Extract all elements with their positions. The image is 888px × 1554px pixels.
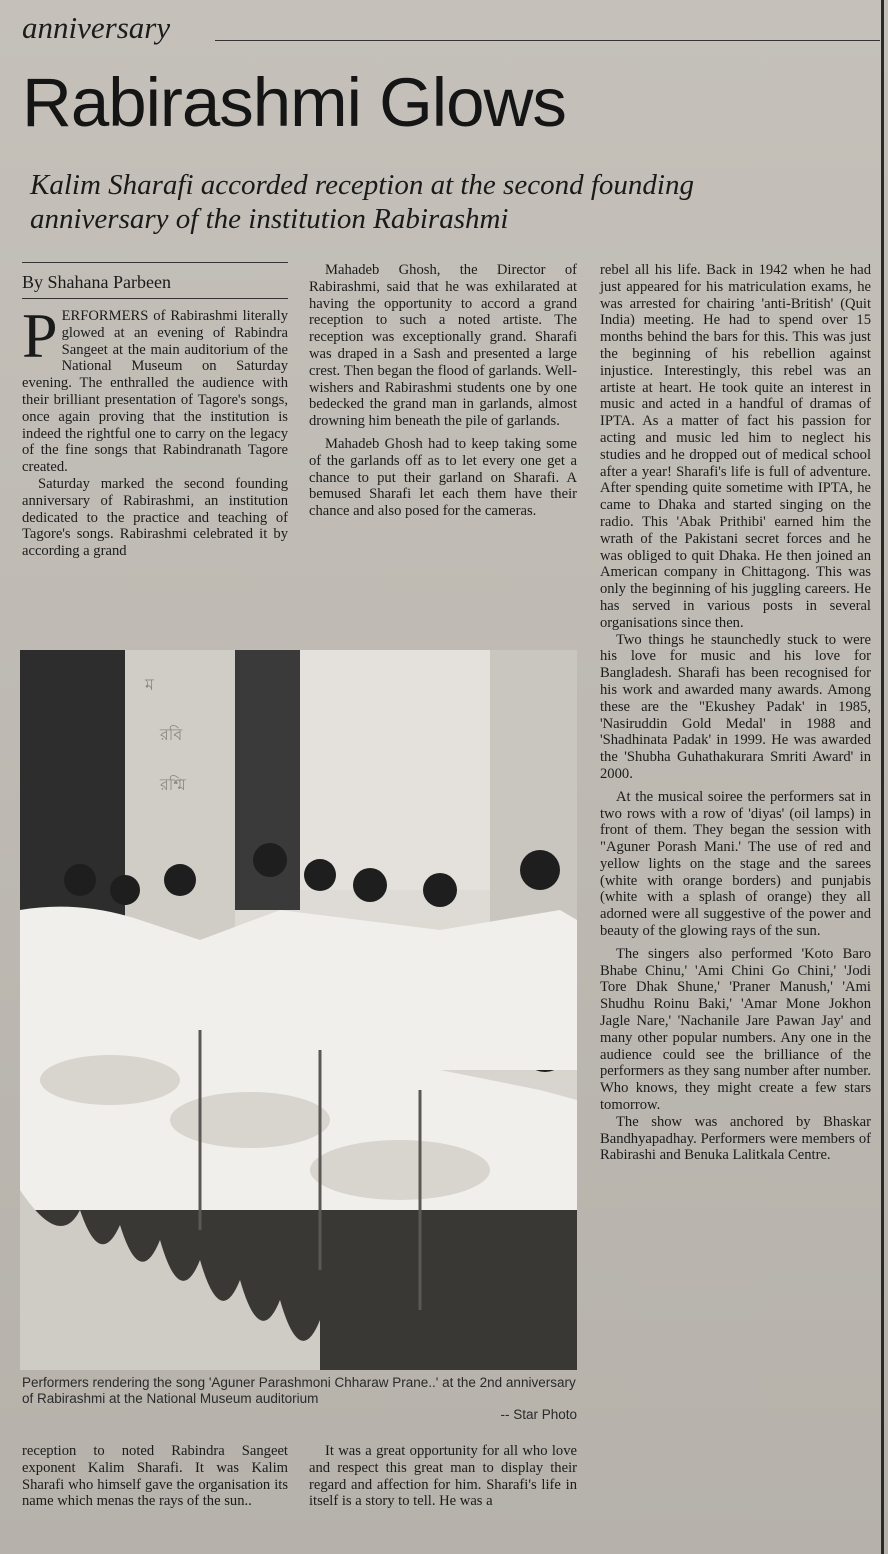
article-column-5 (309, 1443, 577, 1510)
photo-caption: Performers rendering the song 'Aguner Parashmoni Chharaw Prane..' at the 2nd anniversary of Rabirashmi at the National Museum auditorium (22, 1375, 576, 1406)
article-column-3 (600, 262, 871, 1164)
photo-image (20, 650, 577, 1370)
body-paragraph: The show was anchored by Bhaskar Bandhyapadhay. Performers were members of Rabirashi and Benuka Lalitkala Centre. (600, 1113, 871, 1164)
article-column-1 (22, 300, 288, 560)
article-column-4 (22, 1443, 288, 1510)
article-column-2 (309, 262, 577, 520)
svg-text:রশ্মি: রশ্মি (160, 775, 186, 794)
body-paragraph: It was a great opportunity for all who love and respect this great man to display their regard and affection for him. Sharafi's life in itself is a story to tell. He was a (309, 1443, 577, 1510)
body-paragraph: Mahadeb Ghosh, the Director of Rabirashmi, said that he was exhilarated at having the opportunity to accord a grand reception to such a noted artiste. The reception was exceptionally grand. Sharafi was draped in a Sash and presented a large crest. Then began the flood of garlands. Well-wishers and Rabirashmi students one by one bedecked the grand man in garlands, almost drowning him beneath the pile of garlands. (309, 262, 577, 430)
body-paragraph: reception to noted Rabindra Sangeet exponent Kalim Sharafi. It was Kalim Sharafi who himself gave the organisation its name which menas the rays of the sun.. (22, 1443, 288, 1510)
photo-performers (20, 650, 577, 1370)
body-paragraph: The singers also performed 'Koto Baro Bhabe Chinu,' 'Ami Chini Go Chini,' 'Jodi Tore Dhak Shune,' 'Praner Manush,' 'Ami Shudhu Roinu Baki,' 'Amar Mone Jokhon Jagle Nare,' 'Nachanile Jare Pawan Jay' and many other popular numbers. Any one in the audience could see the brilliance of the performers as they sang number after number. Who knows, they might create a few stars tomorrow. (600, 945, 871, 1114)
page-edge-rule (881, 0, 884, 1554)
body-paragraph: At the musical soiree the performers sat in two rows with a row of 'diyas' (oil lamps) in front of them. They began the session with "Aguner Porash Mani.' The use of red and yellow lights on the stage and the sarees (white with orange borders) and punjabis (white with a splash of orange) they all adorned were all suggestive of the power and beauty of the glowing rays of the sun. (600, 788, 871, 940)
lead-paragraph-text: ERFORMERS of Rabirashmi literally glowed at an evening of Rabindra Sangeet at the main auditorium of the National Museum on Saturday evening. The enthralled the audience with their brilliant presentation of Tagore's songs, once again proving that the institution is indeed the rightful one to carry on the legacy of the fine songs that Rabindranath Tagore created. (22, 308, 288, 476)
lead-paragraph (22, 300, 288, 476)
svg-text:রবি: রবি (160, 725, 183, 744)
svg-text:ম: ম (145, 675, 154, 694)
headline: Rabirashmi Glows (22, 64, 566, 141)
section-label: anniversary (22, 10, 171, 45)
byline-rule-bottom (22, 298, 288, 299)
body-paragraph: Two things he staunchedly stuck to were his love for music and his love for Bangladesh. Sharafi has been recognised for his work and awarded many awards. Among these are the "Ekushey Padak' in 1985, 'Nasiruddin Gold Medal' in 1988 and 'Shadhinata Padak' in 1999. He was awarded the 'Shubha Guhathakurara Smriti Award' in 2000. (600, 631, 871, 782)
byline-rule-top (22, 262, 288, 263)
deck-subheadline: Kalim Sharafi accorded reception at the second founding anniversary of the institution Rabirashmi (30, 169, 694, 235)
photo-credit: -- Star Photo (500, 1407, 577, 1422)
section-rule (215, 40, 880, 41)
body-paragraph: Saturday marked the second founding anniversary of Rabirashmi, an institution dedicated to the practice and teaching of Tagore's songs. Rabirashmi celebrated it by according a grand (22, 475, 288, 560)
body-paragraph: Mahadeb Ghosh had to keep taking some of the garlands off as to let every one get a chance to put their garland on Sharafi. A bemused Sharafi let each them have their chance and also posed for the cameras. (309, 435, 577, 520)
body-paragraph: rebel all his life. Back in 1942 when he had just appeared for his matriculation exams, he was arrested for chairing 'anti-British' (Quit India) meeting. He had to spend over 15 months behind the bars for this. This was just the beginning of his rebellion against injustice. Interestingly, this rebel was an artiste at heart. He took quite an interest in music and acted in a handful of dramas of IPTA. As a matter of fact his passion for acting and music led him to neglect his studies and he dropped out of medical school after a year! Sharafi's life is full of adventure. After spending quite sometime with IPTA, he came to Dhaka and started singing on the radio. This 'Abak Prithibi' earned him the wrath of the Pakistani secret forces and he was obliged to quit Dhaka. He then joined an American company in Chittagong. This was only the beginning of his juggling careers. He has served in various posts in several organisations since then. (600, 262, 871, 631)
drop-cap: P (22, 300, 58, 371)
byline: By Shahana Parbeen (22, 272, 171, 292)
